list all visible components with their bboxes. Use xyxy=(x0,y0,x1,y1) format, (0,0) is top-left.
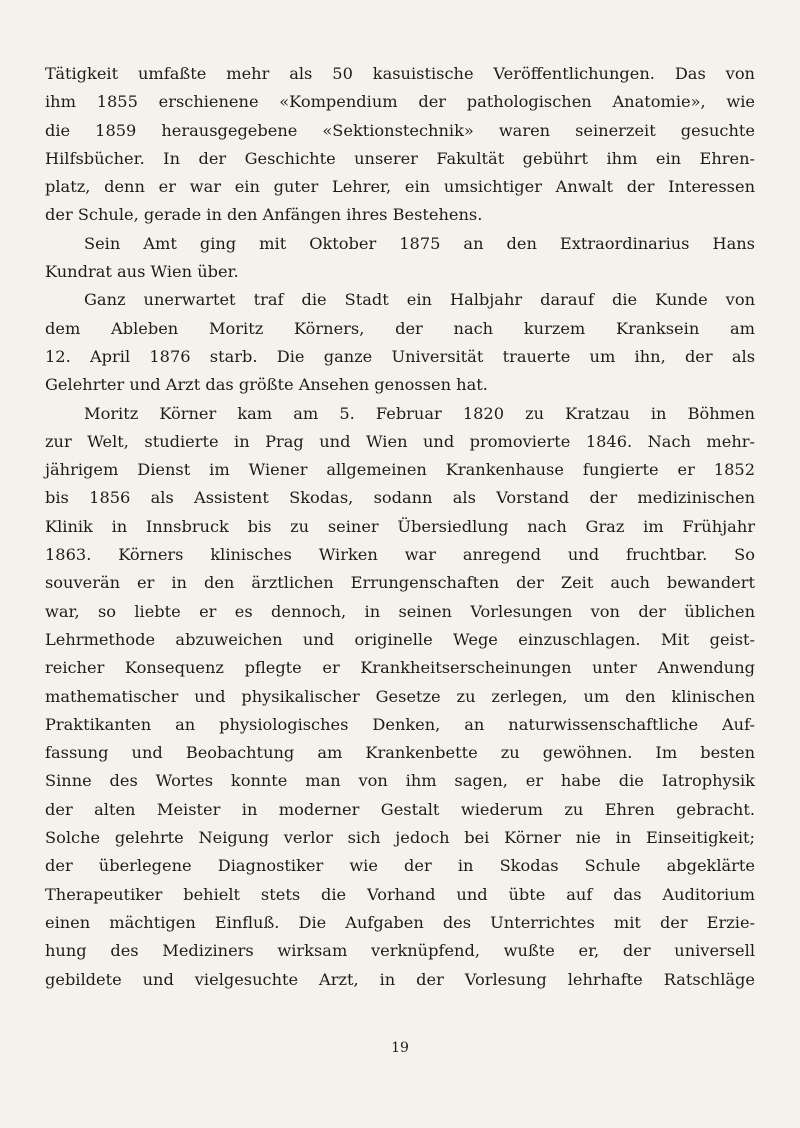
text-line: der überlegene Diagnostiker wie der in Skodas Schule abgeklärte xyxy=(45,856,755,876)
text-line: mathematischer und physikalischer Gesetze zu zerlegen, um den klinischen xyxy=(45,686,755,706)
text-line: hung des Mediziners wirksam verknüpfend, wußte er, der universell xyxy=(45,941,755,961)
text-line: fassung und Beobachtung am Krankenbette zu gewöhnen. Im besten xyxy=(45,743,755,763)
text-line: bis 1856 als Assistent Skodas, sodann als Vorstand der medizinischen xyxy=(45,488,755,508)
text-line: Moritz Körner kam am 5. Februar 1820 zu Kratzau in Böhmen xyxy=(84,403,755,423)
page-number: 19 xyxy=(391,1040,409,1056)
text-line: die 1859 herausgegebene «Sektionstechnik» waren seinerzeit gesuchte xyxy=(45,120,755,140)
text-line: Sinne des Wortes konnte man von ihm sagen, er habe die Iatrophysik xyxy=(45,771,755,791)
text-line: zur Welt, studierte in Prag und Wien und promovierte 1846. Nach mehr- xyxy=(45,431,755,451)
text-line: Hilfsbücher. In der Geschichte unserer Fakultät gebührt ihm ein Ehren- xyxy=(45,148,755,168)
body-text xyxy=(45,60,755,994)
text-line: jährigem Dienst im Wiener allgemeinen Krankenhause fungierte er 1852 xyxy=(45,460,755,480)
text-line: 1863. Körners klinisches Wirken war anregend und fruchtbar. So xyxy=(45,545,755,565)
text-line: Therapeutiker behielt stets die Vorhand und übte auf das Auditorium xyxy=(45,884,755,904)
text-line: gebildete und vielgesuchte Arzt, in der Vorlesung lehrhafte Ratschläge xyxy=(45,969,755,989)
text-line: ihm 1855 erschienene «Kompendium der pathologischen Anatomie», wie xyxy=(45,92,755,112)
text-line: war, so liebte er es dennoch, in seinen Vorlesungen von der üblichen xyxy=(45,601,755,621)
text-line: Solche gelehrte Neigung verlor sich jedoch bei Körner nie in Einseitigkeit; xyxy=(45,828,755,848)
text-line: Kundrat aus Wien über. xyxy=(45,262,239,282)
text-line: Sein Amt ging mit Oktober 1875 an den Extraordinarius Hans xyxy=(84,233,755,253)
text-line: reicher Konsequenz pflegte er Krankheitserscheinungen unter Anwendung xyxy=(45,658,755,678)
text-line: einen mächtigen Einfluß. Die Aufgaben des Unterrichtes mit der Erzie- xyxy=(45,912,755,932)
text-line: Gelehrter und Arzt das größte Ansehen genossen hat. xyxy=(45,375,488,395)
text-line: Ganz unerwartet traf die Stadt ein Halbjahr darauf die Kunde von xyxy=(84,290,755,310)
text-line: souverän er in den ärztlichen Errungenschaften der Zeit auch bewandert xyxy=(45,573,755,593)
text-line: Klinik in Innsbruck bis zu seiner Übersiedlung nach Graz im Frühjahr xyxy=(45,516,755,536)
text-line: Lehrmethode abzuweichen und originelle Wege einzuschlagen. Mit geist- xyxy=(45,629,755,649)
text-line: der alten Meister in moderner Gestalt wiederum zu Ehren gebracht. xyxy=(45,799,755,819)
text-line: der Schule, gerade in den Anfängen ihres Bestehens. xyxy=(45,205,483,225)
text-line: 12. April 1876 starb. Die ganze Universität trauerte um ihn, der als xyxy=(45,346,755,366)
text-line: dem Ableben Moritz Körners, der nach kurzem Kranksein am xyxy=(45,318,755,338)
text-line: Tätigkeit umfaßte mehr als 50 kasuistische Veröffentlichungen. Das von xyxy=(45,64,755,83)
text-line: Praktikanten an physiologisches Denken, an naturwissenschaftliche Auf- xyxy=(45,714,755,734)
text-line: platz, denn er war ein guter Lehrer, ein umsichtiger Anwalt der Interessen xyxy=(45,177,755,197)
